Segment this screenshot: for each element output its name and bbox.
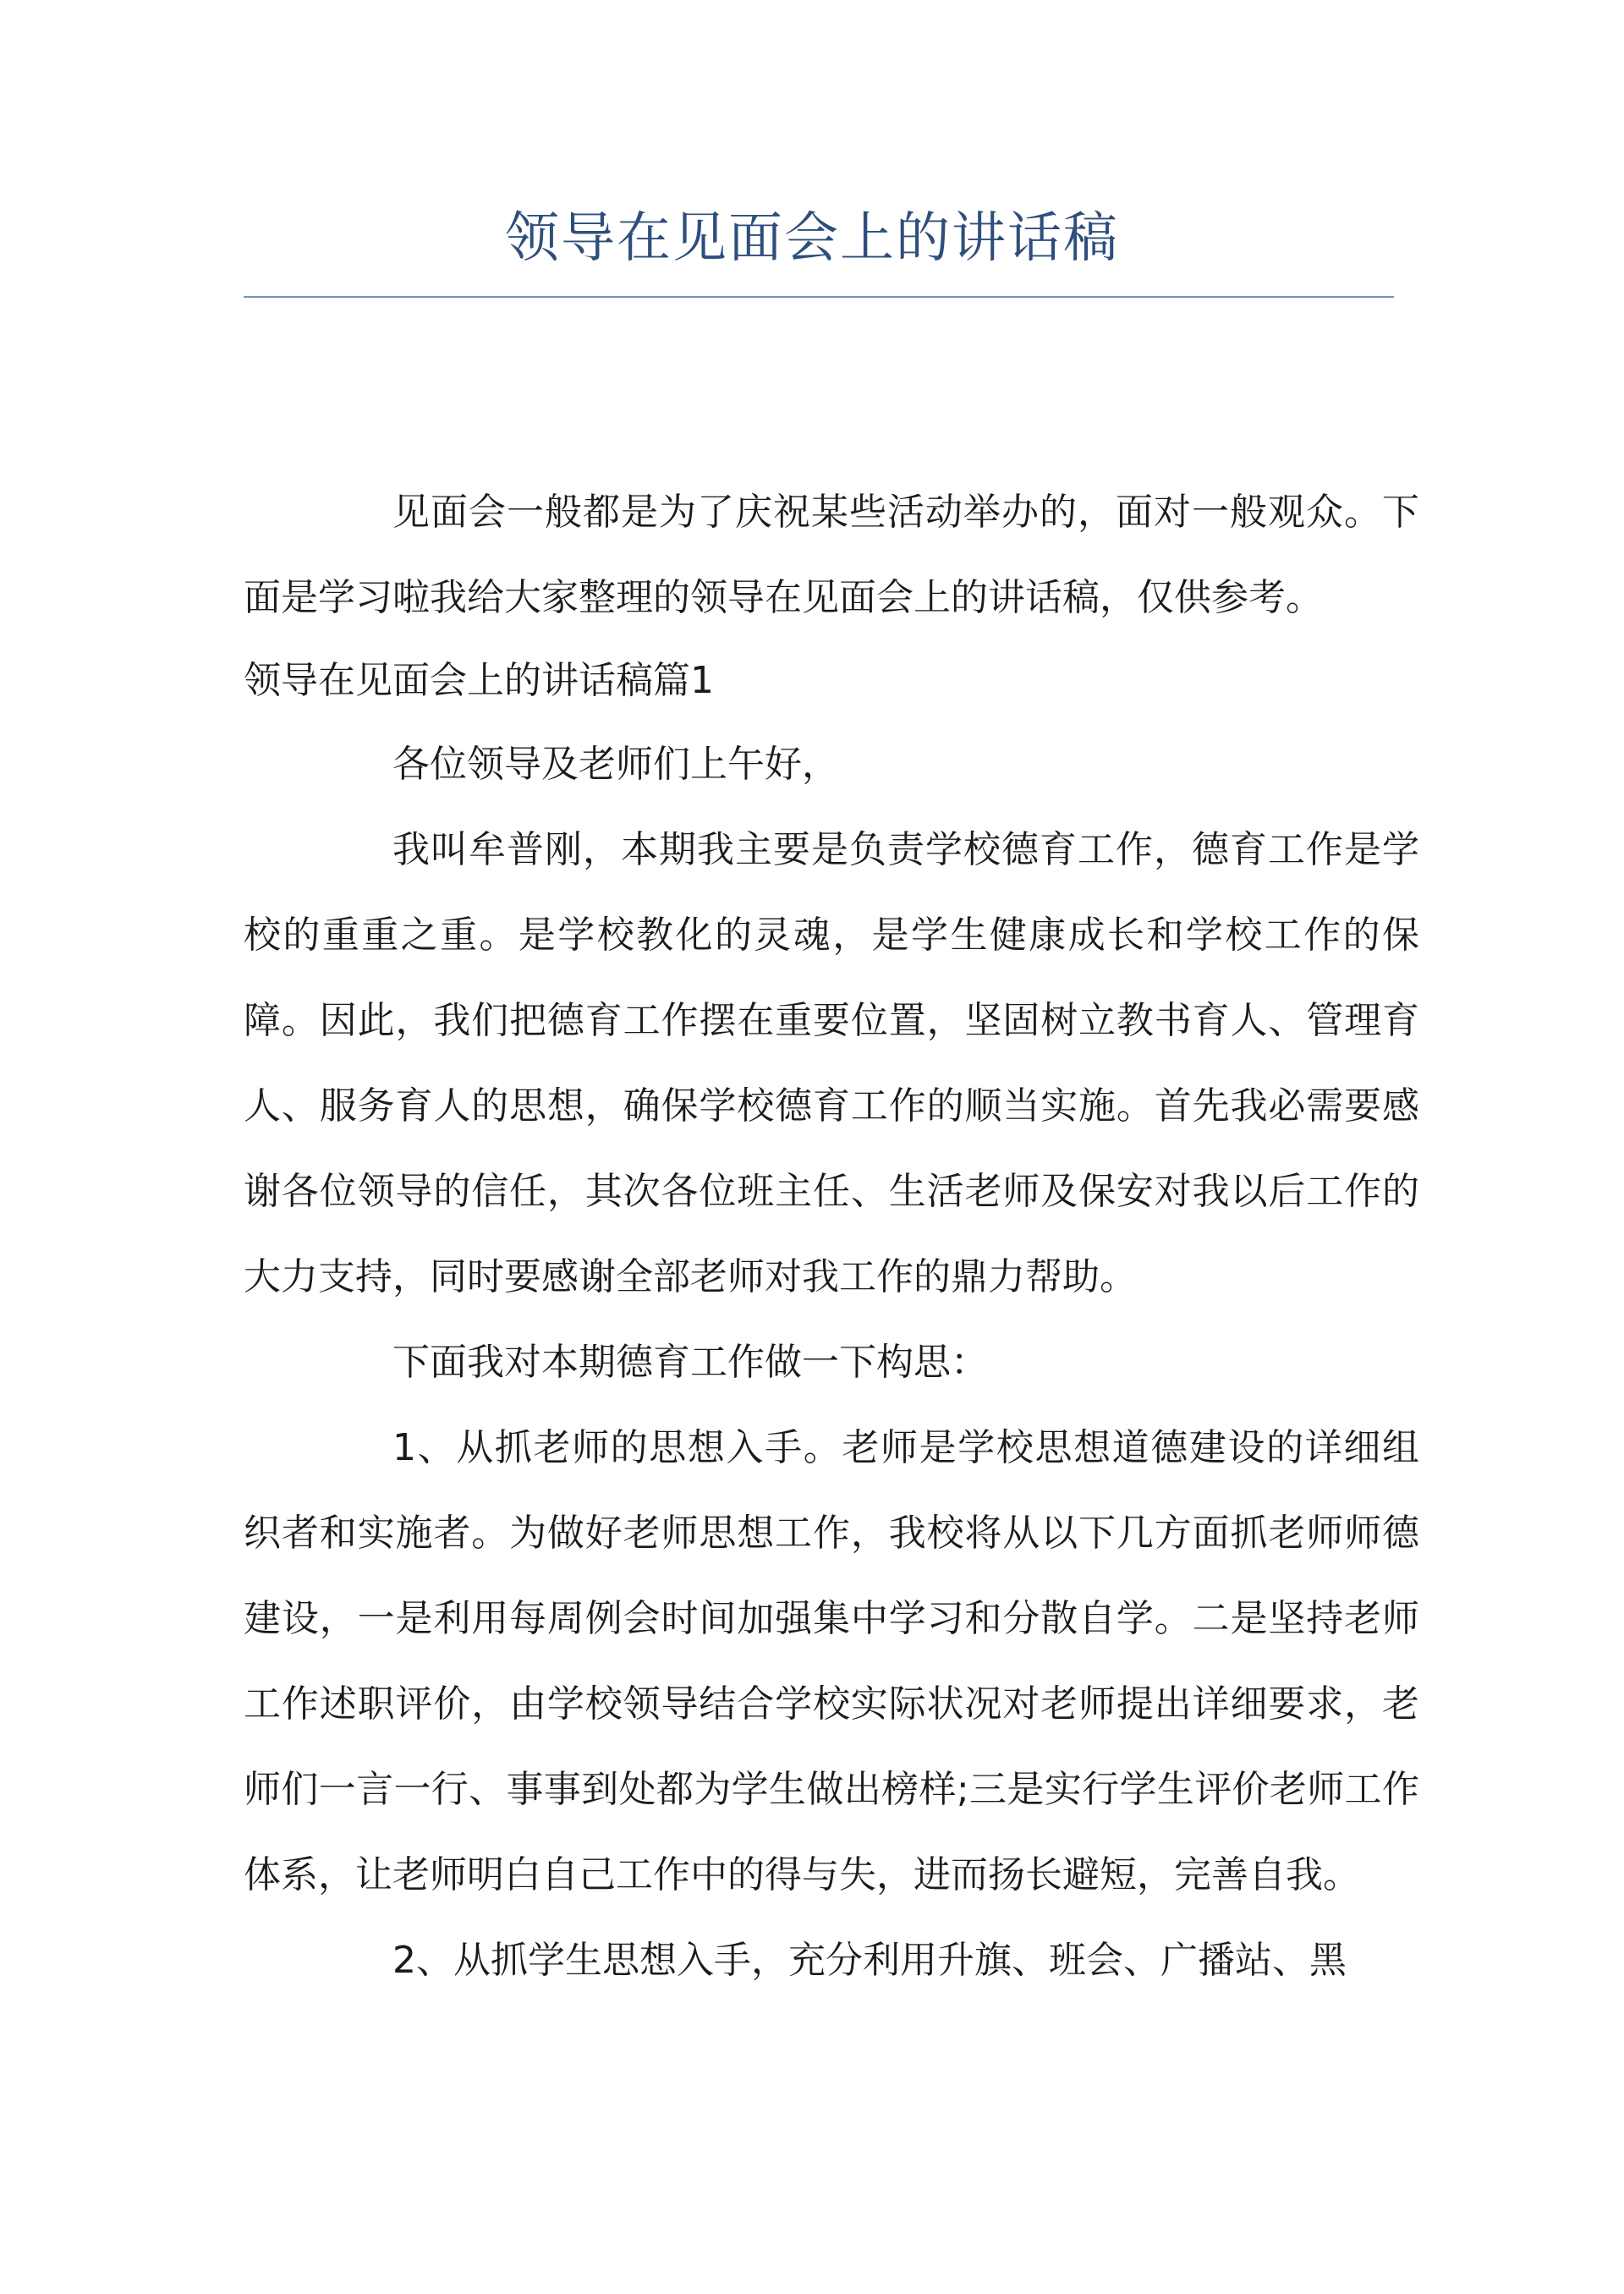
speech-paragraph: 下面我对本期德育工作做一下构思： [392,1341,988,1384]
intro-paragraph: 见面会一般都是为了庆祝某些活动举办的，面对一般观众。下面是学习啦我给大家整理的领导在见面会上的讲话稿，仅供参考。 [244,491,1419,619]
speech-paragraph: 2、从抓学生思想入手，充分利用升旗、班会、广播站、黑 [392,1939,1347,1982]
document-title: 领导在见面会上的讲话稿 [505,207,1119,270]
speech-paragraph: 1、从抓老师的思想入手。老师是学校思想道德建设的详细组织者和实施者。为做好老师思想工作，我校将从以下几方面抓老师师德建设，一是利用每周例会时间加强集中学习和分散自学。二是坚持老师工作述职评价，由学校领导结合学校实际状况对老师提出详细要求，老师们一言一行、事事到处都为学生做出榜样;三是实行学生评价老师工作体系，让老师明白自己工作中的得与失，进而扬长避短，完善自我。 [244,1426,1419,1896]
title-underline [244,296,1394,298]
document-body [244,469,1419,2003]
greeting-paragraph: 各位领导及老师们上午好， [392,743,839,786]
section-heading: 领导在见面会上的讲话稿篇1 [244,659,714,702]
speech-paragraph: 我叫牟普刚，本期我主要是负责学校德育工作，德育工作是学校的重重之重。是学校教化的灵魂，是学生健康成长和学校工作的保障。因此，我们把德育工作摆在重要位置，坚固树立教书育人、管理育人、服务育人的思想，确保学校德育工作的顺当实施。首先我必需要感谢各位领导的信任，其次各位班主任、生活老师及保安对我以后工作的大力支持，同时要感谢全部老师对我工作的鼎力帮助。 [244,828,1419,1298]
